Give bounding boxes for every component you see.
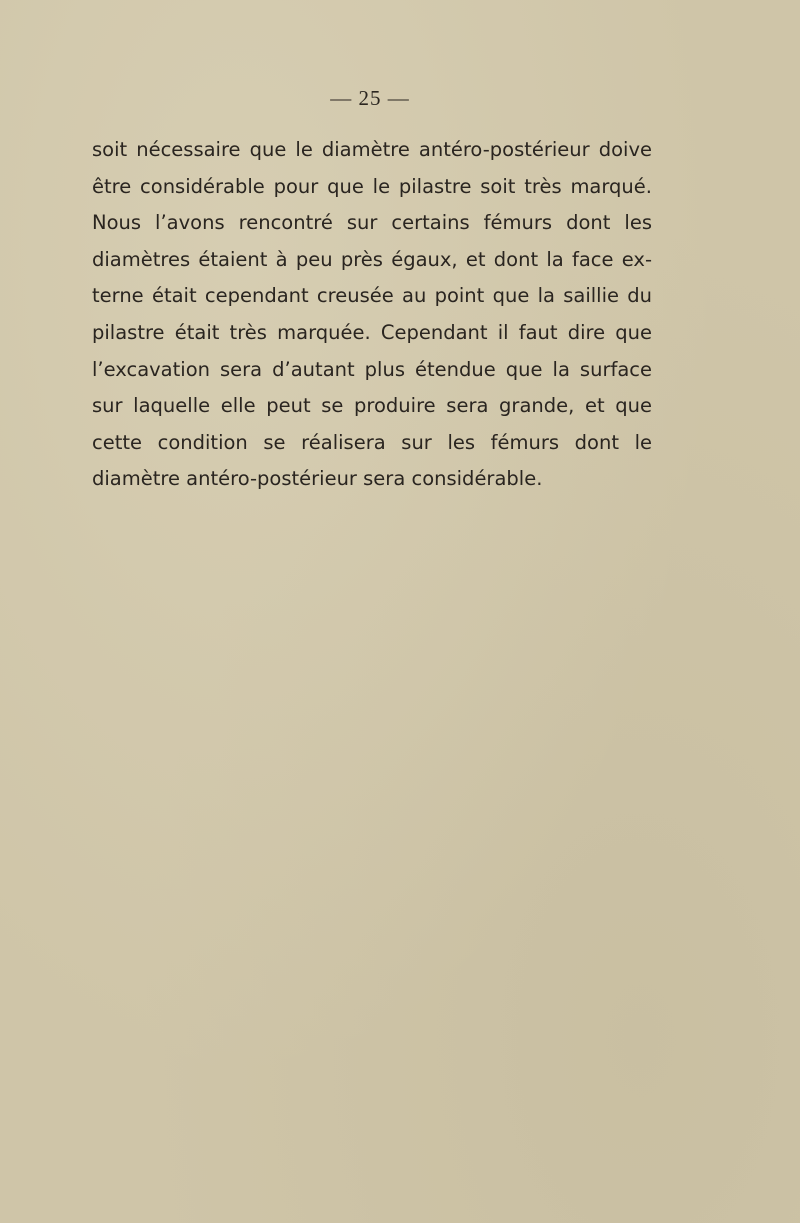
text-line: soit nécessaire que le diamètre antéro-postérieur doive: [92, 138, 652, 161]
text-line: Nous l’avons rencontré sur certains fémurs dont les: [92, 211, 652, 235]
page-number: — 25 —: [330, 86, 410, 110]
text-line: cette condition se réalisera sur les fémurs dont le: [92, 430, 652, 454]
text-line: l’excavation sera d’autant plus étendue que la surface: [92, 357, 652, 381]
body-paragraph: [92, 132, 652, 498]
text-line: être considérable pour que le pilastre soit très marqué.: [92, 174, 652, 198]
text-line: diamètres étaient à peu près égaux, et dont la face ex-: [92, 247, 652, 271]
text-line: pilastre était très marquée. Cependant il faut dire que: [92, 320, 652, 344]
text-line: sur laquelle elle peut se produire sera grande, et que: [92, 394, 652, 418]
text-line: terne était cependant creusée au point que la saillie du: [92, 284, 652, 308]
text-line: diamètre antéro-postérieur sera considérable.: [92, 467, 543, 491]
